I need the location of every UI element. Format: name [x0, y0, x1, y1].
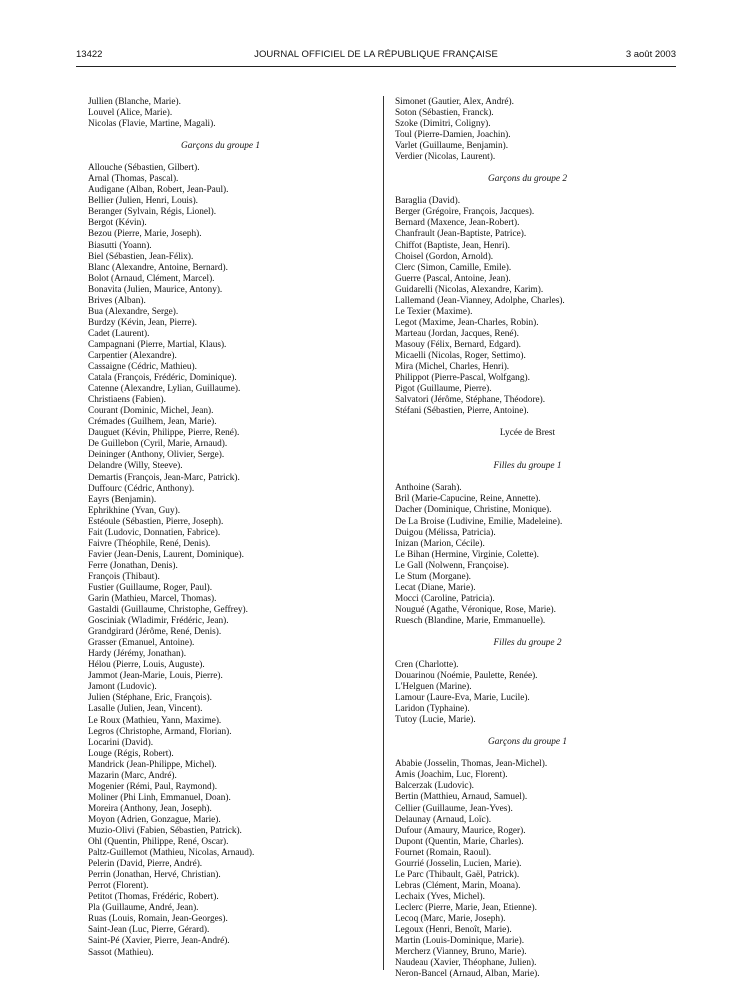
name-entry: Tutoy (Lucie, Marie).: [395, 715, 476, 726]
name-entry: Catenne (Alexandre, Lylian, Guillaume).: [88, 384, 241, 395]
name-entry: Le Texier (Maxime).: [395, 306, 473, 317]
name-entry: Muzio-Olivi (Fabien, Sébastien, Patrick).: [88, 826, 242, 836]
name-entry: Julien (Stéphane, Eric, François).: [88, 693, 212, 704]
name-entry: Baraglia (David).: [395, 196, 461, 207]
name-entry: Carpentier (Alexandre).: [88, 350, 177, 361]
name-entry: Pigot (Guillaume, Pierre).: [395, 384, 492, 395]
name-entry: Chiffot (Baptiste, Jean, Henri).: [395, 240, 510, 251]
name-entry: Balcerzak (Ludovic).: [395, 781, 474, 792]
name-entry: Grasser (Emanuel, Antoine).: [88, 638, 195, 649]
name-entry: Naudeau (Xavier, Théophane, Julien).: [395, 958, 537, 969]
name-entry: Choisel (Gordon, Arnold).: [395, 251, 494, 262]
name-entry: Ruas (Louis, Romain, Jean-Georges).: [88, 914, 228, 925]
name-entry: Inizan (Marion, Cécile).: [395, 538, 485, 549]
name-entry: Jullien (Blanche, Marie).: [88, 97, 181, 107]
header-rule: [76, 66, 676, 67]
name-entry: Legot (Maxime, Jean-Charles, Robin).: [395, 317, 539, 328]
name-entry: Verdier (Nicolas, Laurent).: [395, 152, 496, 163]
name-entry: Louge (Régis, Robert).: [88, 748, 174, 759]
name-entry: Guerre (Pascal, Antoine, Jean).: [395, 273, 511, 284]
school-heading: Lycée de Brest: [499, 428, 556, 439]
name-entry: Nougué (Agathe, Véronique, Rose, Marie).: [395, 604, 556, 615]
name-entry: Biasutti (Yoann).: [88, 240, 152, 251]
name-entry: Pla (Guillaume, André, Jean).: [88, 903, 199, 914]
name-entry: Simonet (Gautier, Alex, André).: [395, 97, 514, 107]
section-spacer: [395, 185, 660, 196]
name-entry: Eayrs (Benjamin).: [88, 494, 157, 505]
name-entry: Amis (Joachim, Luc, Florent).: [395, 770, 508, 781]
name-entry: Leclerc (Pierre, Marie, Jean, Etienne).: [395, 902, 537, 913]
name-entry: Petitot (Thomas, Frédéric, Robert).: [88, 892, 219, 903]
name-entry: Le Roux (Mathieu, Yann, Maxime).: [88, 715, 222, 726]
name-entry: Perrot (Florent).: [88, 881, 149, 892]
left-column: [88, 97, 353, 959]
name-entry: François (Thibaut).: [88, 571, 160, 582]
name-entry: Salvatori (Jérôme, Stéphane, Théodore).: [395, 395, 546, 406]
name-entry: Bril (Marie-Capucine, Reine, Annette).: [395, 494, 541, 505]
name-entry: Dauguet (Kévin, Philippe, Pierre, René).: [88, 428, 240, 439]
name-entry: Faivre (Théophile, René, Denis).: [88, 538, 211, 549]
group-subtitle: Garçons du groupe 1: [181, 141, 260, 152]
name-entry: Duigou (Mélissa, Patricia).: [395, 527, 496, 538]
name-entry: Douarinou (Noémie, Paulette, Renée).: [395, 671, 538, 682]
name-entry: Toul (Pierre-Damien, Joachin).: [395, 130, 511, 141]
name-entry: Saint-Jean (Luc, Pierre, Gérard).: [88, 925, 210, 936]
name-entry: Locarini (David).: [88, 737, 154, 748]
name-entry: Fustier (Guillaume, Roger, Paul).: [88, 582, 213, 593]
name-entry: Louvel (Alice, Marie).: [88, 108, 173, 119]
name-entry: Varlet (Guillaume, Benjamin).: [395, 141, 509, 152]
name-entry: Moyon (Adrien, Gonzague, Marie).: [88, 814, 221, 825]
name-entry: Mazarin (Marc, André).: [88, 770, 177, 781]
journal-title: JOURNAL OFFICIEL DE LA RÉPUBLIQUE FRANÇAISE: [254, 49, 498, 60]
name-entry: Chanfrault (Jean-Baptiste, Patrice).: [395, 229, 527, 240]
name-entry: Mercherz (Vianney, Bruno, Marie).: [395, 947, 527, 958]
group-subtitle: Filles du groupe 1: [493, 461, 562, 472]
name-entry: Bernard (Maxence, Jean-Robert).: [395, 218, 520, 229]
name-entry: Lamour (Laure-Eva, Marie, Lucile).: [395, 693, 530, 704]
name-entry: Brives (Alban).: [88, 295, 146, 306]
name-entry: Lechaix (Yves, Michel).: [395, 891, 485, 902]
name-entry: Szoke (Dimitri, Coligny).: [395, 119, 491, 130]
name-entry: De Guillebon (Cyril, Marie, Arnaud).: [88, 439, 228, 450]
name-entry: Cassaigne (Cédric, Mathieu).: [88, 362, 197, 373]
name-entry: Cadet (Laurent).: [88, 328, 150, 339]
name-entry: Garin (Mathieu, Marcel, Thomas).: [88, 594, 217, 605]
name-entry: Legoux (Henri, Benoît, Marie).: [395, 925, 512, 936]
name-entry: Biel (Sébastien, Jean-Félix).: [88, 251, 194, 262]
name-entry: Demartis (François, Jean-Marc, Patrick).: [88, 472, 240, 483]
name-entry: Soton (Sébastien, Franck).: [395, 108, 494, 119]
section-spacer: [395, 163, 660, 174]
name-entry: Dupont (Quentin, Marie, Charles).: [395, 836, 524, 847]
name-entry: Beranger (Sylvain, Régis, Lionel).: [88, 207, 217, 218]
name-entry: Bonavita (Julien, Maurice, Antony).: [88, 284, 223, 295]
name-entry: Martin (Louis-Dominique, Marie).: [395, 936, 525, 947]
section-spacer: [395, 472, 660, 483]
section-spacer: [395, 649, 660, 660]
group-subtitle: Garçons du groupe 1: [488, 737, 567, 748]
name-entry: Moreira (Anthony, Jean, Joseph).: [88, 803, 212, 814]
name-entry: Arnal (Thomas, Pascal).: [88, 174, 179, 185]
name-entry: Berger (Grégoire, François, Jacques).: [395, 207, 535, 218]
page-number: 13422: [76, 49, 103, 60]
section-spacer: [395, 450, 660, 461]
name-entry: Mandrick (Jean-Philippe, Michel).: [88, 759, 217, 770]
name-entry: L'Helguen (Marine).: [395, 682, 472, 693]
name-entry: Dufour (Amaury, Maurice, Roger).: [395, 825, 526, 836]
group-subtitle: Filles du groupe 2: [493, 637, 562, 648]
name-entry: Perrin (Jonathan, Hervé, Christian).: [88, 870, 221, 881]
name-entry: Gosciniak (Wladimir, Frédéric, Jean).: [88, 616, 229, 627]
page-header: [76, 49, 676, 65]
name-entry: Pelerin (David, Pierre, André).: [88, 859, 203, 870]
name-entry: Mocci (Caroline, Patricia).: [395, 593, 495, 604]
name-entry: Le Stum (Morgane).: [395, 571, 471, 582]
name-entry: Fait (Ludovic, Donnatien, Fabrice).: [88, 527, 221, 538]
name-entry: Lasalle (Julien, Jean, Vincent).: [88, 704, 203, 715]
section-spacer: [395, 417, 660, 428]
name-entry: Burdzy (Kévin, Jean, Pierre).: [88, 317, 197, 328]
name-entry: Paltz-Guillemot (Mathieu, Nicolas, Arnaud).: [88, 848, 255, 859]
section-spacer: [88, 130, 353, 141]
name-entry: Moliner (Phi Linh, Emmanuel, Doan).: [88, 792, 231, 803]
name-entry: Grandgirard (Jérôme, René, Denis).: [88, 627, 222, 638]
name-entry: Bergot (Kévin).: [88, 218, 147, 229]
name-entry: Audigane (Alban, Robert, Jean-Paul).: [88, 185, 229, 196]
name-entry: Gastaldi (Guillaume, Christophe, Geffrey).: [88, 605, 248, 616]
name-entry: Sassot (Mathieu).: [88, 947, 154, 958]
name-entry: Hélou (Pierre, Louis, Auguste).: [88, 660, 205, 671]
name-entry: Nicolas (Flavie, Martine, Magali).: [88, 119, 216, 130]
name-entry: Cellier (Guillaume, Jean-Yves).: [395, 803, 513, 814]
name-entry: Ruesch (Blandine, Marie, Emmanuelle).: [395, 615, 546, 626]
name-entry: Courant (Dominic, Michel, Jean).: [88, 406, 214, 417]
name-entry: Campagnani (Pierre, Martial, Klaus).: [88, 339, 227, 350]
name-entry: Dacher (Dominique, Christine, Monique).: [395, 505, 552, 516]
name-entry: Le Bihan (Hermine, Virginie, Colette).: [395, 549, 539, 560]
name-entry: Hardy (Jérémy, Jonathan).: [88, 649, 187, 660]
name-entry: Mira (Michel, Charles, Henri).: [395, 362, 510, 373]
name-entry: Clerc (Simon, Camille, Emile).: [395, 262, 512, 273]
name-entry: Ferre (Jonathan, Denis).: [88, 560, 178, 571]
right-column: [395, 97, 660, 980]
name-entry: Cren (Charlotte).: [395, 660, 459, 671]
name-entry: Neron-Bancel (Arnaud, Alban, Marie).: [395, 969, 540, 980]
name-entry: Marteau (Jordan, Jacques, René).: [395, 328, 519, 339]
name-entry: Legros (Christophe, Armand, Florian).: [88, 726, 232, 737]
publication-date: 3 août 2003: [625, 49, 676, 60]
name-entry: Saint-Pé (Xavier, Pierre, Jean-André).: [88, 936, 230, 947]
name-entry: Gourrié (Josselin, Lucien, Marie).: [395, 858, 522, 869]
name-entry: Ababie (Josselin, Thomas, Jean-Michel).: [395, 759, 548, 770]
group-subtitle: Garçons du groupe 2: [488, 174, 567, 185]
name-entry: Bezou (Pierre, Marie, Joseph).: [88, 229, 202, 240]
name-entry: Lallemand (Jean-Vianney, Adolphe, Charles).: [395, 295, 565, 306]
column-divider: [383, 96, 384, 970]
name-entry: Bellier (Julien, Henri, Louis).: [88, 196, 198, 207]
name-entry: Masouy (Félix, Bernard, Edgard).: [395, 339, 521, 350]
name-entry: Jamont (Ludovic).: [88, 682, 157, 693]
name-entry: Delandre (Willy, Steeve).: [88, 461, 183, 472]
section-spacer: [395, 726, 660, 737]
name-entry: Christiaens (Fabien).: [88, 395, 166, 406]
name-entry: De La Broise (Ludivine, Emilie, Madeleine).: [395, 516, 563, 527]
name-entry: Deininger (Anthony, Olivier, Serge).: [88, 450, 225, 461]
section-spacer: [395, 748, 660, 759]
name-entry: Bertin (Matthieu, Arnaud, Samuel).: [395, 792, 528, 803]
name-entry: Anthoine (Sarah).: [395, 483, 462, 494]
name-entry: Blanc (Alexandre, Antoine, Bernard).: [88, 262, 228, 273]
name-entry: Ohl (Quentin, Philippe, René, Oscar).: [88, 837, 229, 848]
name-entry: Mogenier (Rémi, Paul, Raymond).: [88, 781, 218, 792]
name-entry: Ephrikhine (Yvan, Guy).: [88, 505, 181, 516]
name-entry: Lecoq (Marc, Marie, Joseph).: [395, 914, 506, 924]
name-entry: Estéoule (Sébastien, Pierre, Joseph).: [88, 516, 224, 527]
name-entry: Crémades (Guilhem, Jean, Marie).: [88, 417, 217, 428]
section-spacer: [395, 627, 660, 638]
name-entry: Jammot (Jean-Marie, Louis, Pierre).: [88, 671, 223, 682]
name-entry: Laridon (Typhaine).: [395, 704, 470, 715]
name-entry: Philippot (Pierre-Pascal, Wolfgang).: [395, 373, 530, 384]
name-entry: Fournet (Romain, Raoul).: [395, 847, 492, 858]
name-entry: Le Gall (Nolwenn, Françoise).: [395, 560, 509, 571]
name-entry: Micaelli (Nicolas, Roger, Settimo).: [395, 350, 526, 361]
name-entry: Lebras (Clément, Marin, Moana).: [395, 880, 521, 891]
name-entry: Favier (Jean-Denis, Laurent, Dominique).: [88, 549, 244, 560]
name-entry: Bolot (Arnaud, Clément, Marcel).: [88, 273, 215, 284]
section-spacer: [88, 152, 353, 163]
name-entry: Delaunay (Arnaud, Loïc).: [395, 814, 492, 825]
section-spacer: [395, 439, 660, 450]
name-entry: Bua (Alexandre, Serge).: [88, 306, 179, 317]
name-entry: Allouche (Sébastien, Gilbert).: [88, 163, 200, 174]
name-entry: Guidarelli (Nicolas, Alexandre, Karim).: [395, 284, 544, 295]
name-entry: Catala (François, Frédéric, Dominique).: [88, 373, 237, 384]
name-entry: Le Parc (Thibault, Gaël, Patrick).: [395, 869, 520, 880]
name-entry: Duffourc (Cédric, Anthony).: [88, 483, 195, 494]
name-entry: Stéfani (Sébastien, Pierre, Antoine).: [395, 406, 529, 417]
name-entry: Lecat (Diane, Marie).: [395, 582, 476, 593]
